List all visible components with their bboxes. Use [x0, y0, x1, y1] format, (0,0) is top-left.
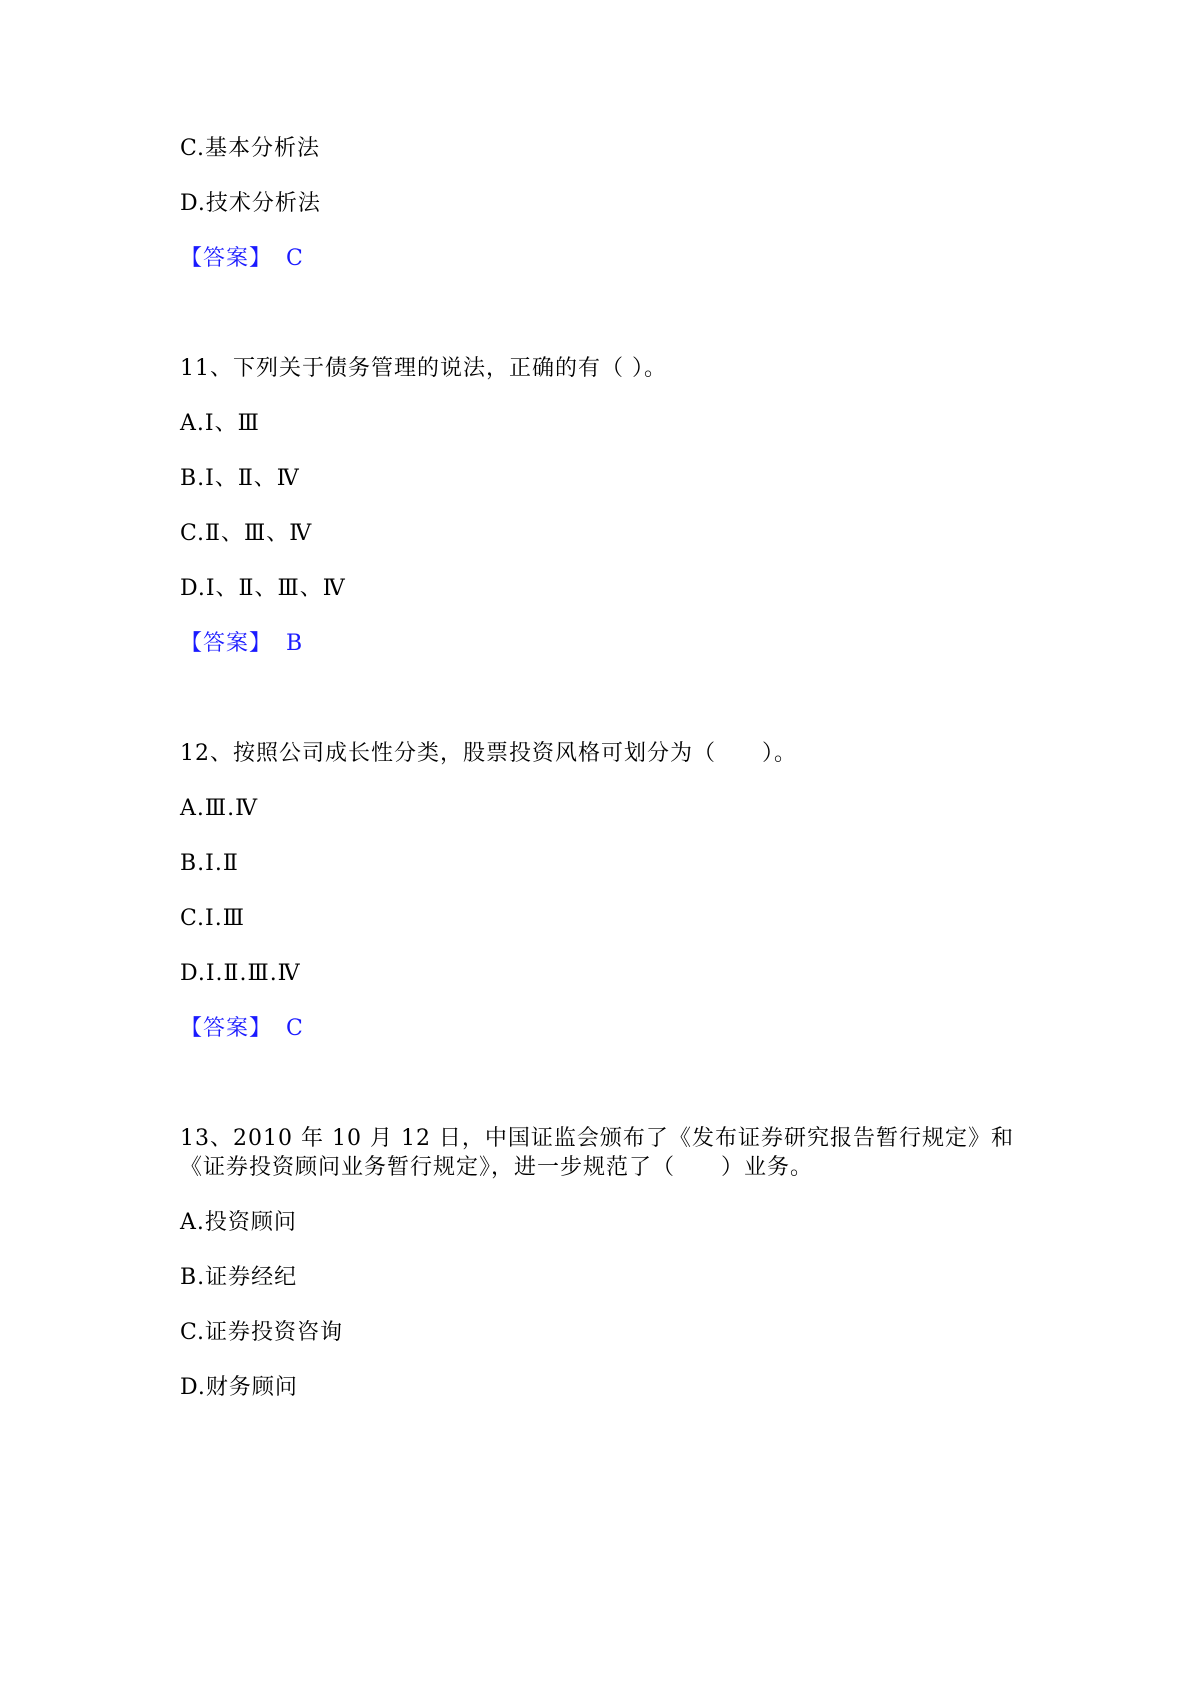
answer-line [180, 629, 303, 659]
answer-line [180, 244, 304, 274]
option-d: D.Ⅰ、Ⅱ、Ⅲ、Ⅳ [180, 576, 346, 601]
option-b: B.证券经纪 [180, 1265, 298, 1290]
option-a: A.Ⅲ.Ⅳ [180, 796, 259, 821]
option-a: A.Ⅰ、Ⅲ [180, 411, 260, 436]
option-c: C.基本分析法 [180, 136, 321, 161]
answer-label: 【答案】 [180, 631, 273, 656]
option-b: B.Ⅰ.Ⅱ [180, 851, 239, 876]
option-d: D.技术分析法 [180, 191, 321, 216]
option-c: C.Ⅰ.Ⅲ [180, 906, 245, 931]
question-12: 12、按照公司成长性分类，股票投资风格可划分为（ ）。 [180, 741, 797, 766]
question-13-line-1: 13、2010 年 10 月 12 日，中国证监会颁布了《发布证券研究报告暂行规定》和 [180, 1126, 1014, 1151]
option-d: D.Ⅰ.Ⅱ.Ⅲ.Ⅳ [180, 961, 301, 986]
question-11: 11、下列关于债务管理的说法，正确的有（ ）。 [180, 356, 667, 381]
answer-value: C [286, 246, 304, 271]
option-c: C.Ⅱ、Ⅲ、Ⅳ [180, 521, 313, 546]
option-a: A.投资顾问 [180, 1210, 297, 1235]
option-b: B.Ⅰ、Ⅱ、Ⅳ [180, 466, 300, 491]
answer-line [180, 1014, 304, 1044]
answer-value: C [286, 1016, 304, 1041]
question-13-line-2: 《证券投资顾问业务暂行规定》，进一步规范了（ ）业务。 [180, 1155, 814, 1180]
answer-value: B [286, 631, 304, 656]
option-c: C.证券投资咨询 [180, 1320, 344, 1345]
option-d: D.财务顾问 [180, 1375, 298, 1400]
answer-label: 【答案】 [180, 1016, 273, 1041]
answer-label: 【答案】 [180, 246, 273, 271]
